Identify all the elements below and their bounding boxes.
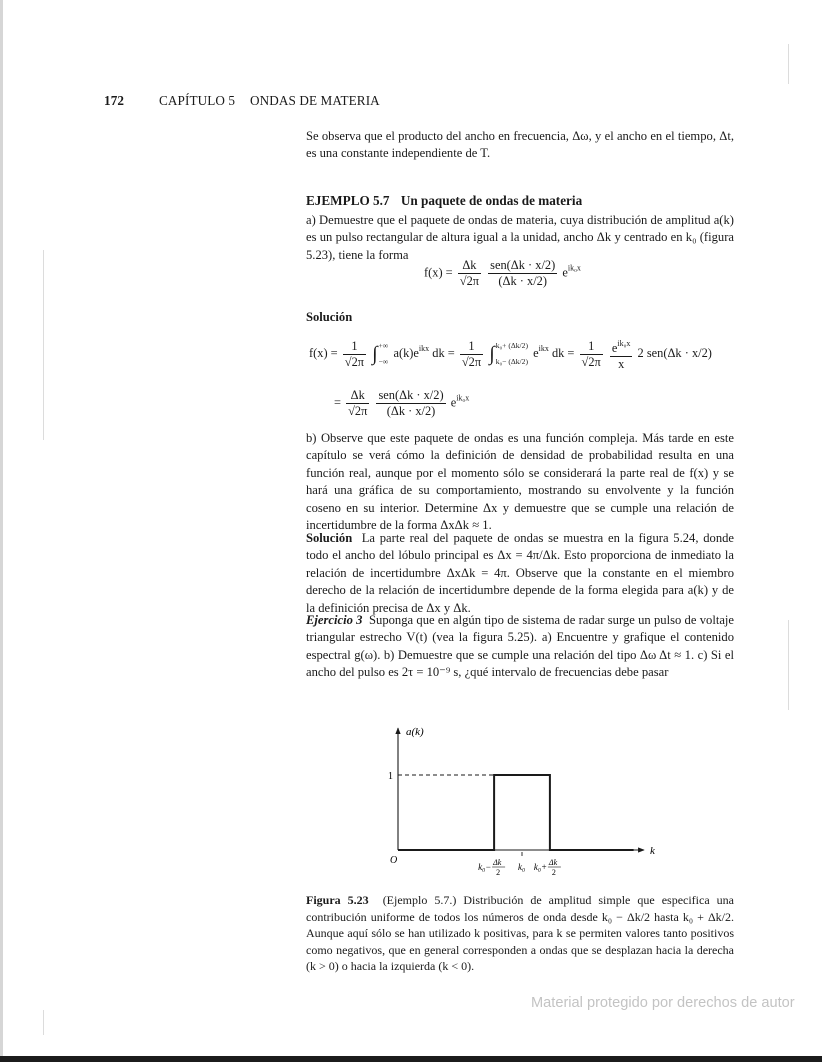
pulse-series-line — [398, 775, 634, 850]
part-b-paragraph: b) Observe que este paquete de ondas es una función compleja. Más tarde en este capítulo se verá cómo la definición de densidad de probabilidad resulta en una función real, aunque por el momento sólo se considerará la parte real de f(x) y se hará una gráfica de su comportamiento, mostrando su envolvente y la función coseno en su interior. Determine Δx y demuestre que se cumple una relación de incertidumbre de la forma ΔxΔk ≈ 1. — [306, 431, 734, 533]
scan-edge-mark — [788, 44, 789, 84]
chapter-title: ONDAS DE MATERIA — [250, 93, 380, 108]
scan-edge-mark — [43, 1010, 44, 1035]
page-bottom-edge — [0, 1056, 822, 1062]
solution-b-paragraph: Solución La parte real del paquete de ondas se muestra en la figura 5.24, donde todo el ancho del lóbulo principal es Δx = 4π/Δk. Esto proporciona de inmediato la relación de incertidumbre ΔxΔk = 4π. Observe que la constante en el miembro derecho de la relación de incertidumbre depende de la forma elegida para a(k) y de la definición precisa de Δx y Δk. — [306, 531, 735, 615]
scan-edge-mark — [43, 250, 44, 440]
svg-text:Δk: Δk — [548, 858, 558, 867]
copyright-watermark: Material protegido por derechos de autor — [531, 995, 795, 1011]
svg-text:k₀: k₀ — [518, 862, 526, 872]
x-tick-label-left — [478, 858, 505, 877]
x-tick-label-right — [534, 858, 561, 877]
origin-label: O — [390, 855, 398, 866]
example-heading: Un paquete de ondas de materia — [400, 193, 583, 208]
svg-text:Δk: Δk — [493, 858, 502, 867]
page-left-edge — [0, 0, 3, 1062]
example-label: EJEMPLO 5.7 — [306, 193, 390, 208]
equation-result: = $\frac{\Delta k}{√2\pi}$ $\frac{\text{sen(Δk · x/2)}}{(\Delta k \cdot x/2)}$ $e^{ik_0x}$ — [334, 388, 470, 418]
figure-caption: Figura 5.23 (Ejemplo 5.7.) Distribución de amplitud simple que especifica una contribución uniforme de todos los números de onda desde k₀ − Δk/2 hasta k₀ + Δk/2. Aunque aquí sólo se han utilizado k positivas, para k se permiten valores tanto positivos como negativos, que en general corresponden a ondas que se desplazan hacia la derecha (k > 0) o hacia la izquierda (k < 0). — [306, 893, 734, 974]
equation-wave-packet: f(x) = $\frac{\Delta k}{√2\pi}$ $\frac{\text{sen(Δk · x/2)}}{(\Delta k \cdot x/2)}$ $e^{ik_0x}$ — [424, 258, 581, 288]
part-a-paragraph: a) Demuestre que el paquete de ondas de materia, cuya distribución de amplitud a(k) es un pulso rectangular de altura igual a la unidad, ancho Δk y centrado en k₀ (figura 5.23), tiene la forma — [306, 213, 734, 262]
svg-text:k₀−: k₀− — [478, 862, 492, 872]
chapter-label: CAPÍTULO 5 — [159, 93, 236, 108]
exercise-paragraph: Ejercicio 3 Suponga que en algún tipo de sistema de radar surge un pulso de voltaje triangular estrecho V(t) (vea la figura 5.25). a) Encuentre y grafique el contenido espectral g(ω). b) Demuestre que se cumple una relación del tipo Δω Δt ≈ 1. c) Si el ancho del pulso es 2τ = 10⁻⁹ s, ¿qué intervalo de frecuencias debe pasar — [306, 613, 734, 680]
y-axis-label: a(k) — [406, 726, 424, 738]
figure-rectangular-pulse — [364, 722, 664, 887]
x-tick-labels — [478, 858, 561, 877]
svg-text:2: 2 — [496, 868, 501, 877]
page-number: 172 — [104, 93, 125, 108]
intro-paragraph: Se observa que el producto del ancho en frecuencia, Δω, y el ancho en el tiempo, Δt, es una constante independiente de T. — [306, 129, 734, 161]
equation-integral: f(x) = $\frac{1}{√2\pi}$ ∫+∞ −∞ $a(k)e^{ikx}$ dk = $\frac{1}{√2\pi}$ ∫k₀+ (Δk/2) k₀− (Δk/2) $e^{ikx}$ dk = $\frac{1}{√2\pi}$ $\frac{e^{ik_0x}}{x}$ 2 sen(Δk · x/2) — [309, 336, 712, 372]
x-tick-label-center — [518, 862, 525, 872]
svg-text:k₀+: k₀+ — [533, 862, 548, 872]
svg-text:2: 2 — [551, 868, 556, 877]
solution-heading: Solución — [306, 310, 353, 324]
y-tick-label: 1 — [388, 771, 393, 782]
x-axis-label: k — [650, 845, 655, 857]
example-title — [306, 193, 590, 209]
scan-edge-mark — [788, 620, 789, 710]
